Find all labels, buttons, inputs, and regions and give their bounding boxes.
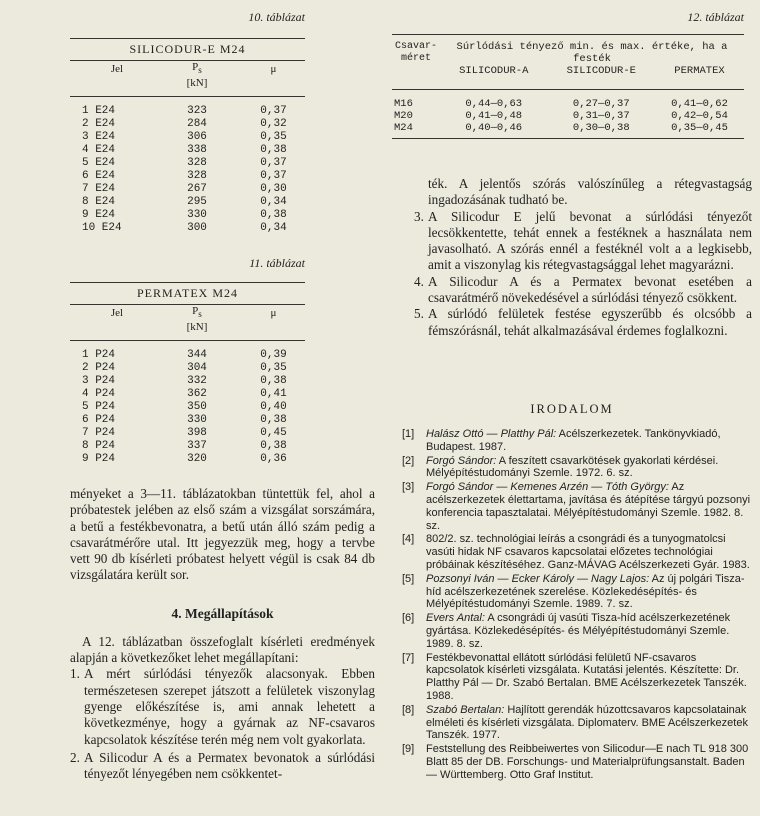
reference-item: [1] Halász Ottó — Platthy Pál: Acélszerkezetek. Tankönyvkiadó, Budapest. 1987. (402, 428, 721, 453)
references-heading: IRODALOM (530, 402, 614, 416)
table10-header-ps: $P_s$ (192, 61, 202, 76)
table11-header-ps: $P_s$ (192, 305, 202, 320)
table10-row: 6 E24 328 0,37 (82, 170, 287, 183)
table12-header-silicodur-a: SILICODUR-A (459, 65, 529, 77)
table11-row: 5 P24 350 0,40 (82, 401, 287, 414)
table12-header-silicodur-e: SILICODUR-E (566, 65, 636, 77)
table12-row: M24 0,40—0,46 0,30—0,38 0,35—0,45 (394, 122, 728, 134)
reference-item: [6] Evers Antal: A csongrádi új vasúti Tisza-híd acélszerkezetének gyártása. Közlekedésépítés- és Mélyépítéstudományi Szemle. 1989. 8. sz. (402, 612, 731, 650)
table10-caption: 10. táblázat (248, 10, 305, 24)
table10-row: 8 E24 295 0,34 (82, 196, 287, 209)
paragraph-continuation: ték. A jelentős szórás valószínűleg a rétegvastagság ingadozásának tudható be. (428, 176, 752, 208)
table10-title: SILICODUR-E M24 (70, 39, 305, 61)
reference-item: [7] Festékbevonattal ellátott súrlódási felületű NF-csavaros kapcsolatok kísérleti vizsgálata. Kutatási jelentés. Készítette: Dr. Platthy Pál — Dr. Szabó Bertalan. BME Acélszerkezetek Tanszék. 1988. (402, 651, 747, 702)
table11-header-mu: μ (270, 306, 277, 319)
table12-body (392, 90, 744, 139)
reference-item: [3] Forgó Sándor — Kemenes Arzén — Tóth György: Az acélszerkezetek élettartama, javítása és átépítése tárgyú pozsonyi konferencia tapasztalatai. Mélyépítéstudományi Szemle. 1982. 8. sz. (402, 481, 751, 532)
table10-header-mu: μ (270, 62, 277, 75)
table-12 (392, 34, 744, 139)
table12-row: M16 0,44—0,63 0,27—0,37 0,41—0,62 (394, 98, 728, 110)
table11-row: 4 P24 362 0,41 (82, 388, 287, 401)
table-11 (70, 282, 305, 466)
table12-header-permatex: PERMATEX (674, 65, 725, 77)
table11-header-unit: [kN] (186, 321, 208, 334)
table12-caption: 12. táblázat (687, 10, 744, 24)
table-10 (70, 38, 305, 235)
table12-header-span: Súrlódási tényező min. és max. értéke, ha a festék (456, 41, 728, 65)
list-item-3: 3. A Silicodur E jelű bevonat a súrlódási tényezőt lecsökkentette, tehát ennek a festéknek a használata nem javasolható. A szórás ennél a festéknél volt a a legkisebb, amit a viszonylag kis rétegvastagsággal lehet magyarázni. (414, 208, 752, 273)
table11-row: 8 P24 337 0,38 (82, 440, 287, 453)
references-list (402, 428, 752, 783)
table10-row: 4 E24 338 0,38 (82, 144, 287, 157)
table11-row: 9 P24 320 0,36 (82, 453, 287, 466)
list-item-5: 5. A súrlódó felületek festése egyszerűbb és olcsóbb a fémszórásnál, tehát alkalmazásával érdemes foglalkozni. (414, 306, 752, 338)
left-body-text (70, 486, 375, 782)
table11-title: PERMATEX M24 (70, 283, 305, 305)
table12-row: M20 0,41—0,48 0,31—0,37 0,42—0,54 (394, 110, 728, 122)
table11-row: 7 P24 398 0,45 (82, 427, 287, 440)
table10-row: 3 E24 306 0,35 (82, 131, 287, 144)
table10-row: 2 E24 284 0,32 (82, 118, 287, 131)
reference-item: [5] Pozsonyi Iván — Ecker Károly — Nagy Lajos: Az új polgári Tisza-híd acélszerkezetének szerelése. Közlekedésépítés- és Mélyépítéstudományi Szemle. 1989. 7. sz. (402, 572, 745, 611)
reference-item: [9] Feststellung des Reibbeiwertes von Silicodur—E nach TL 918 300 Blatt 85 der DB. Forschungs- und Materialprüfungsanstalt. Baden — Württemberg. Otto Graf Institut. (402, 743, 749, 781)
right-body-text (414, 176, 752, 339)
paragraph-summary: A 12. táblázatban összefoglalt kísérleti eredmények alapján a következőket lehet megállapítani: (70, 633, 375, 666)
list-item-1: 1. A mért súrlódási tényezők alacsonyak. Ebben természetesen szerepet játszott a felületek viszonylag gyenge előkészítése is, ami annak lehetett a következménye, hogy a gyárnak az NF-csavaros kapcsolatok készítése terén még nem volt gyakorlata. (70, 666, 375, 747)
table10-row: 10 E24 300 0,34 (82, 222, 287, 235)
table10-header-unit: [kN] (186, 77, 208, 90)
table10-row: 1 E24 323 0,37 (82, 105, 287, 118)
paragraph-intro: ményeket a 3—11. táblázatokban tüntettük fel, ahol a próbatestek jelében az első szám a vizsgálat sorszámára, a betű a festékbevonatra, a betű után álló szám pedig a csavarátmérőre utal. Itt jegyezzük meg, hogy a tervbe vett 90 db kísérleti próbatest helyett végül is csak 84 db vizsgálatára került sor. (70, 486, 375, 583)
table11-row: 3 P24 332 0,38 (82, 375, 287, 388)
table11-body (70, 341, 305, 467)
table10-row: 7 E24 267 0,30 (82, 183, 287, 196)
section-heading: 4. Megállapítások (171, 605, 274, 621)
reference-item: [4] 802/2. sz. technológiai leírás a csongrádi és a tunyogmatolcsi vasúti hidak NF csavaros kapcsolatai előzetes technológiai próbáinak készítéséhez. Ganz-MÁVAG Acélszerkezeti Gyár. 1983. (402, 533, 750, 571)
table10-row: 9 E24 330 0,38 (82, 209, 287, 222)
reference-item: [2] Forgó Sándor: A feszített csavarkötések gyakorlati kérdései. Mélyépítéstudományi Szemle. 1972. 6. sz. (402, 454, 719, 480)
table11-row: 6 P24 330 0,38 (82, 414, 287, 427)
list-item-4: 4. A Silicodur A és a Permatex bevonat esetében a csavarátmérő növekedésével a súrlódási tényező csökkent. (414, 273, 752, 306)
table10-header-jel: Jel (110, 62, 124, 75)
table11-caption: 11. táblázat (249, 256, 305, 270)
table11-row: 1 P24 344 0,39 (82, 349, 287, 362)
reference-item: [8] Szabó Bertalan: Hajlított gerendák húzottcsavaros kapcsolatainak elméleti és kísérleti vizsgálata. Diplomaterv. BME Acélszerkezetek Tanszék. 1977. (402, 703, 748, 742)
table11-header-jel: Jel (110, 306, 124, 319)
table10-row: 5 E24 328 0,37 (82, 157, 287, 170)
table11-row: 2 P24 304 0,35 (82, 362, 287, 375)
list-item-2: 2. A Silicodur A és a Permatex bevonatok a súrlódási tényezőt lényegében nem csökkentet- (70, 749, 375, 782)
table12-header-size: Csavar- méret (392, 35, 440, 90)
table10-body (70, 97, 305, 236)
